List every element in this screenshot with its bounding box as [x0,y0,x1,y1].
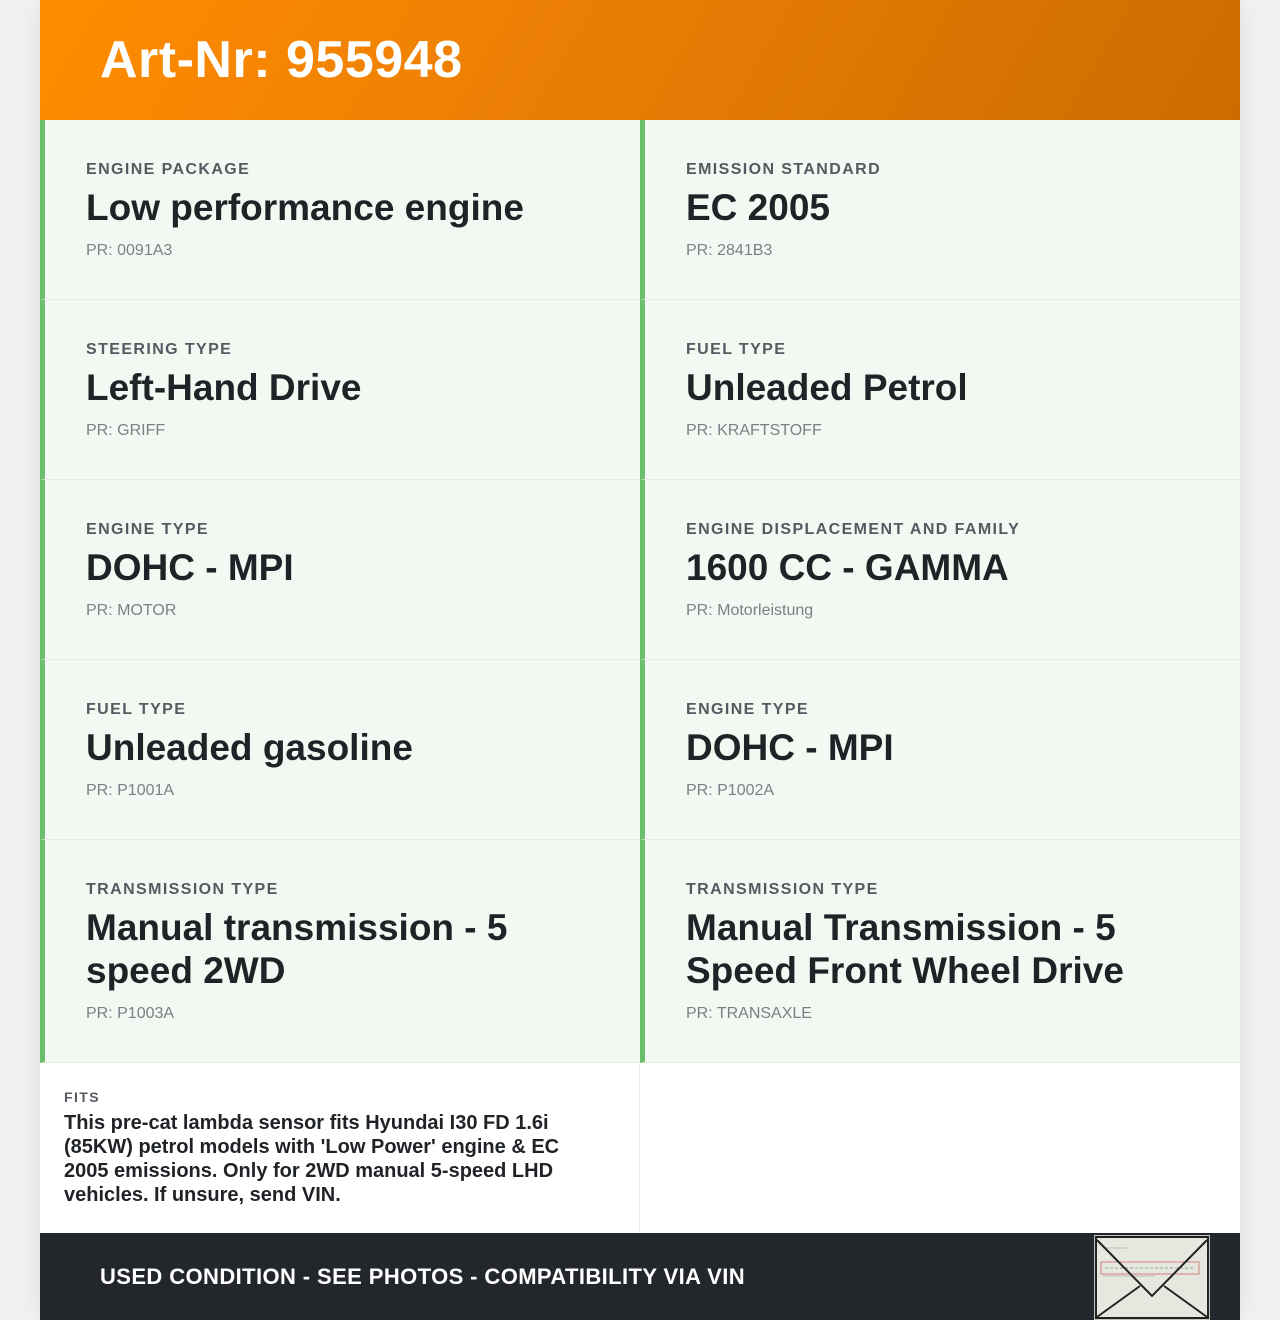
spec-pr-code: PR: KRAFTSTOFF [686,422,822,439]
spec-pr-code: PR: MOTOR [86,602,177,619]
spec-pr-code: PR: P1003A [86,1005,175,1022]
spec-label: FUEL TYPE [686,341,787,358]
spec-pr-code: PR: P1002A [686,782,775,799]
spec-cell [640,300,1240,480]
spec-pr-code: PR: 0091A3 [86,242,173,259]
fits-empty-column [640,1063,1240,1233]
spec-label: ENGINE TYPE [686,701,809,718]
fits-box [40,1063,640,1233]
spec-pr-code: PR: TRANSAXLE [686,1005,812,1022]
spec-label: ENGINE TYPE [86,521,209,538]
spec-pr-code: PR: Motorleistung [686,602,814,619]
spec-value: Unleaded gasoline [86,727,413,768]
fits-description: This pre-cat lambda sensor fits Hyundai I30 FD 1.6i (85KW) petrol models with 'Low Power' engine & EC 2005 emissions. Only for 2WD manual 5-speed LHD vehicles. If unsure, send VIN. [64,1112,560,1206]
header-banner [40,0,1240,120]
spec-value: DOHC - MPI [86,547,294,588]
spec-label: ENGINE PACKAGE [86,161,251,178]
spec-value: 1600 CC - GAMMA [686,547,1009,588]
spec-label: TRANSMISSION TYPE [686,881,879,898]
spec-cell [40,300,640,480]
spec-cell [40,840,640,1063]
spec-cell [40,120,640,300]
article-number-title: Art-Nr: 955948 [100,31,463,89]
footer-notice: USED CONDITION - SEE PHOTOS - COMPATIBILITY VIA VIN [100,1263,746,1289]
envelope-photo-graphic [1095,1236,1209,1319]
fits-label: FITS [64,1089,100,1105]
spec-label: FUEL TYPE [86,701,187,718]
spec-label: ENGINE DISPLACEMENT AND FAMILY [686,521,1021,538]
envelope-photo-icon [1094,1235,1210,1320]
spec-cell [640,660,1240,840]
spec-value: Low performance engine [86,187,524,228]
spec-value: Unleaded Petrol [686,367,968,408]
spec-pr-code: PR: P1001A [86,782,175,799]
spec-value: Manual Transmission - 5 Speed Front Wheel Drive [686,907,1124,991]
fits-section [40,1063,1240,1233]
spec-value: Manual transmission - 5 speed 2WD [86,907,508,991]
product-sheet [40,0,1240,1320]
spec-cell [40,480,640,660]
spec-value: Left-Hand Drive [86,367,362,408]
spec-label: TRANSMISSION TYPE [86,881,279,898]
spec-cell [640,480,1240,660]
footer-bar [40,1233,1240,1320]
spec-label: EMISSION STANDARD [686,161,882,178]
spec-cell [640,840,1240,1063]
spec-value: EC 2005 [686,187,830,228]
spec-label: STEERING TYPE [86,341,233,358]
spec-pr-code: PR: 2841B3 [686,242,773,259]
spec-pr-code: PR: GRIFF [86,422,166,439]
spec-grid [40,120,1240,1063]
spec-value: DOHC - MPI [686,727,894,768]
spec-cell [40,660,640,840]
spec-cell [640,120,1240,300]
